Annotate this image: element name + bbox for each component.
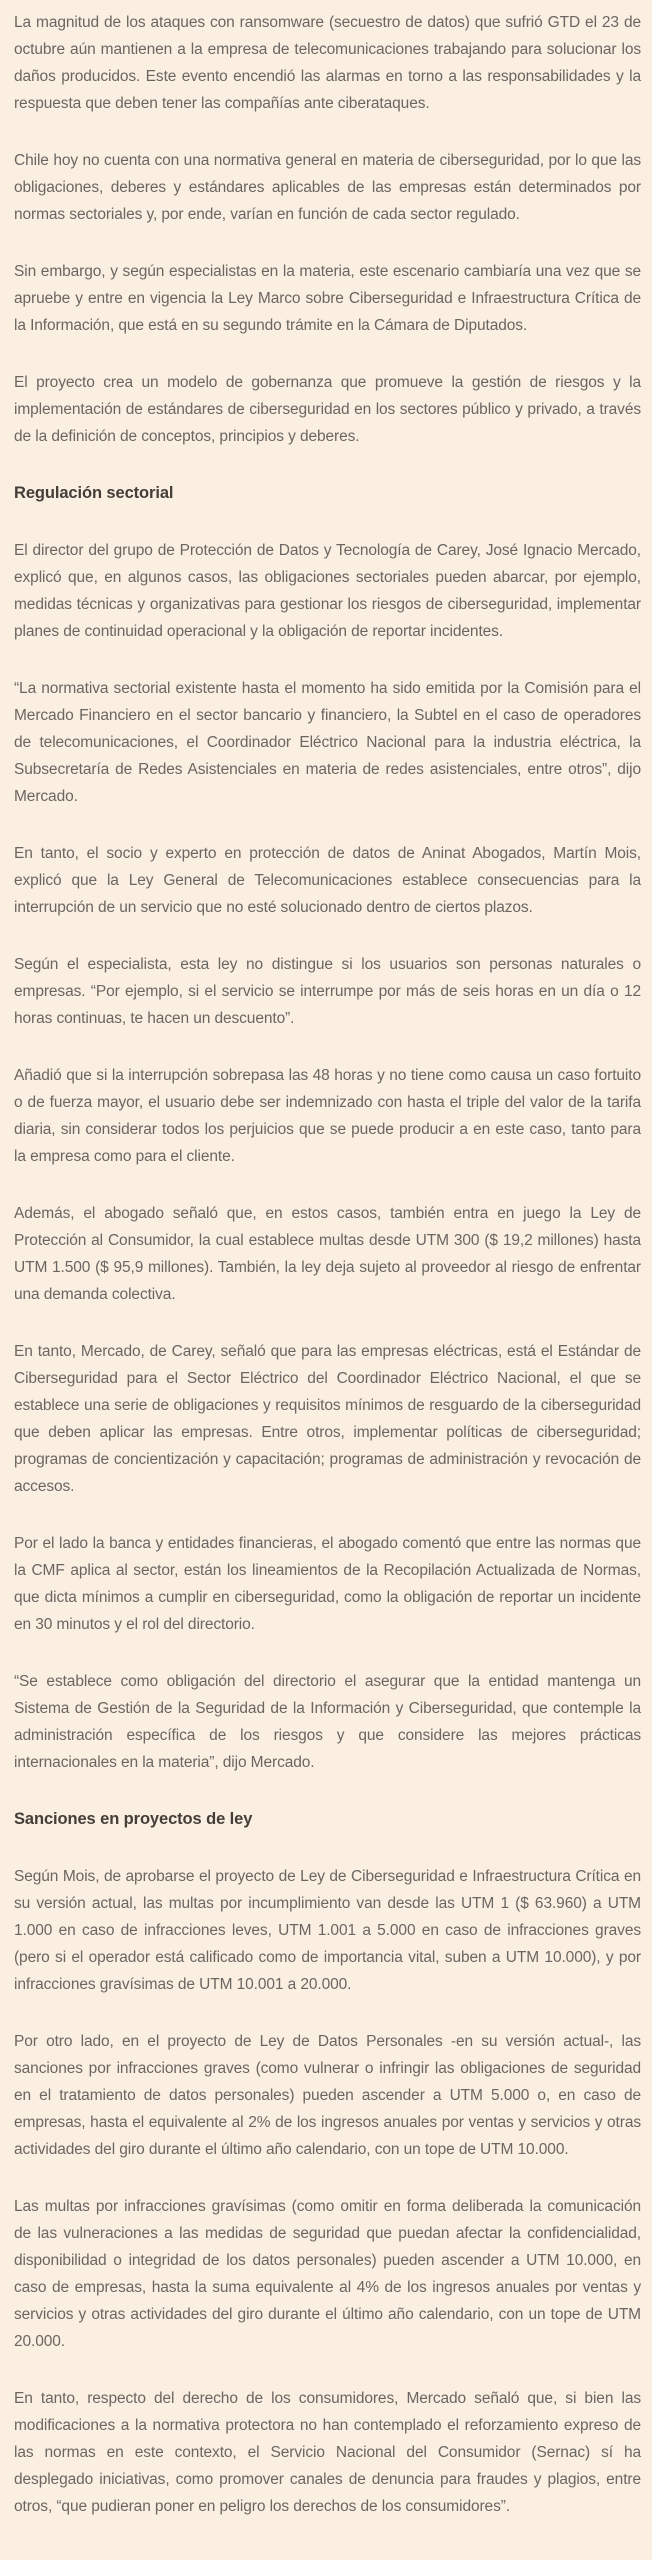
article-paragraph: La magnitud de los ataques con ransomware (secuestro de datos) que sufrió GTD el 23 de octubre aún mantienen a la empresa de telecomunicaciones trabajando para solucionar los daños producidos. Este evento encendió las alarmas en torno a las responsabilidades y la respuesta que deben tener las compañías ante ciberataques.	[14, 14, 641, 112]
article-paragraph: “Se establece como obligación del directorio el asegurar que la entidad mantenga un Sistema de Gestión de la Seguridad de la Información y Ciberseguridad, que contemple la administración específica de los riesgos y que considere las mejores prácticas internacionales en la materia”, dijo Mercado.	[14, 1673, 641, 1771]
article-paragraph: Según Mois, de aprobarse el proyecto de Ley de Ciberseguridad e Infraestructura Crítica en su versión actual, las multas por incumplimiento van desde las UTM 1 ($ 63.960) a UTM 1.000 en caso de infracciones leves, UTM 1.001 a 5.000 en caso de infracciones graves (pero si el operador está calificado como de importancia vital, suben a UTM 10.000), y por infracciones gravísimas de UTM 10.001 a 20.000.	[14, 1868, 641, 1993]
section-heading: Regulación sectorial	[14, 484, 174, 502]
article-paragraph: En tanto, respecto del derecho de los consumidores, Mercado señaló que, si bien las modificaciones a la normativa protectora no han contemplado el reforzamiento expreso de las normas en este contexto, el Servicio Nacional del Consumidor (Sernac) sí ha desplegado iniciativas, como promover canales de denuncia para fraudes y plagios, entre otros, “que pudieran poner en peligro los derechos de los consumidores”.	[14, 2390, 641, 2515]
section-heading: Sanciones en proyectos de ley	[14, 1810, 253, 1828]
article-paragraph: Además, el abogado señaló que, en estos casos, también entra en juego la Ley de Protección al Consumidor, la cual establece multas desde UTM 300 ($ 19,2 millones) hasta UTM 1.500 ($ 95,9 millones). También, la ley deja sujeto al proveedor al riesgo de enfrentar una demanda colectiva.	[14, 1205, 641, 1303]
article-paragraph: Añadió que si la interrupción sobrepasa las 48 horas y no tiene como causa un caso fortuito o de fuerza mayor, el usuario debe ser indemnizado con hasta el triple del valor de la tarifa diaria, sin considerar todos los perjuicios que se puede producir a en este caso, tanto para la empresa como para el cliente.	[14, 1067, 641, 1165]
article-paragraph: En tanto, Mercado, de Carey, señaló que para las empresas eléctricas, está el Estándar de Ciberseguridad para el Sector Eléctrico del Coordinador Eléctrico Nacional, el que se establece una serie de obligaciones y requisitos mínimos de resguardo de la ciberseguridad que deben aplicar las empresas. Entre otros, implementar políticas de ciberseguridad; programas de concientización y capacitación; programas de administración y revocación de accesos.	[14, 1343, 641, 1495]
article-paragraph: En tanto, el socio y experto en protección de datos de Aninat Abogados, Martín Mois, explicó que la Ley General de Telecomunicaciones establece consecuencias para la interrupción de un servicio que no esté solucionado dentro de ciertos plazos.	[14, 845, 641, 916]
article-paragraph: Por otro lado, en el proyecto de Ley de Datos Personales -en su versión actual-, las sanciones por infracciones graves (como vulnerar o infringir las obligaciones de seguridad en el tratamiento de datos personales) pueden ascender a UTM 5.000 o, en caso de empresas, hasta el equivalente al 2% de los ingresos anuales por ventas y servicios y otras actividades del giro durante el último año calendario, con un tope de UTM 10.000.	[14, 2033, 641, 2158]
article-paragraph: Por el lado la banca y entidades financieras, el abogado comentó que entre las normas que la CMF aplica al sector, están los lineamientos de la Recopilación Actualizada de Normas, que dicta mínimos a cumplir en ciberseguridad, como la obligación de reportar un incidente en 30 minutos y el rol del directorio.	[14, 1535, 641, 1633]
article-paragraph: Las multas por infracciones gravísimas (como omitir en forma deliberada la comunicación de las vulneraciones a las medidas de seguridad que puedan afectar la confidencialidad, disponibilidad o integridad de los datos personales) pueden ascender a UTM 10.000, en caso de empresas, hasta la suma equivalente al 4% de los ingresos anuales por ventas y servicios y otras actividades del giro durante el último año calendario, con un tope de UTM 20.000.	[14, 2198, 641, 2350]
article-paragraph: Chile hoy no cuenta con una normativa general en materia de ciberseguridad, por lo que las obligaciones, deberes y estándares aplicables de las empresas están determinados por normas sectoriales y, por ende, varían en función de cada sector regulado.	[14, 152, 641, 223]
article-paragraph: El director del grupo de Protección de Datos y Tecnología de Carey, José Ignacio Mercado, explicó que, en algunos casos, las obligaciones sectoriales pueden abarcar, por ejemplo, medidas técnicas y organizativas para gestionar los riesgos de ciberseguridad, implementar planes de continuidad operacional y la obligación de reportar incidentes.	[14, 542, 641, 640]
article-paragraph: Según el especialista, esta ley no distingue si los usuarios son personas naturales o empresas. “Por ejemplo, si el servicio se interrumpe por más de seis horas en un día o 12 horas continuas, te hacen un descuento”.	[14, 956, 641, 1027]
article-paragraph: Sin embargo, y según especialistas en la materia, este escenario cambiaría una vez que se apruebe y entre en vigencia la Ley Marco sobre Ciberseguridad e Infraestructura Crítica de la Información, que está en su segundo trámite en la Cámara de Diputados.	[14, 263, 641, 334]
article	[14, 9, 641, 2520]
article-paragraph: “La normativa sectorial existente hasta el momento ha sido emitida por la Comisión para el Mercado Financiero en el sector bancario y financiero, la Subtel en el caso de operadores de telecomunicaciones, el Coordinador Eléctrico Nacional para la industria eléctrica, la Subsecretaría de Redes Asistenciales en materia de redes asistenciales, entre otros”, dijo Mercado.	[14, 680, 641, 805]
article-paragraph: El proyecto crea un modelo de gobernanza que promueve la gestión de riesgos y la implementación de estándares de ciberseguridad en los sectores público y privado, a través de la definición de conceptos, principios y deberes.	[14, 374, 641, 445]
